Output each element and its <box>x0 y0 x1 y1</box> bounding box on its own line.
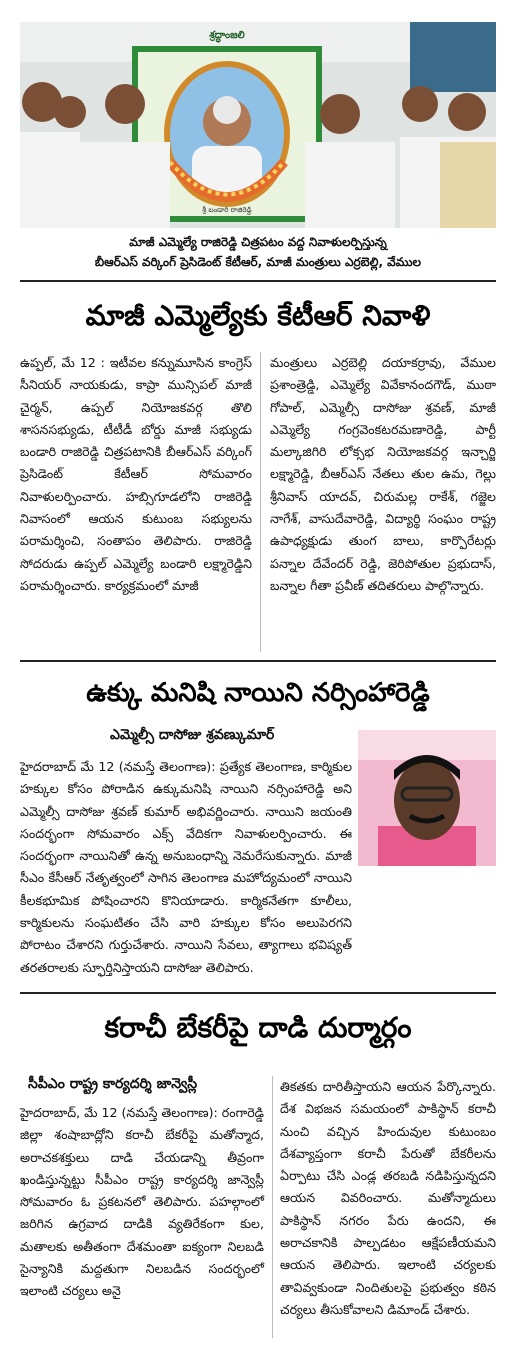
photo-caption-line-2: బీఆర్ఎస్ వర్కింగ్ ప్రెసిడెంట్ కేటీఆర్, మాజీ మంత్రులు ఎర్రబెల్లి, వేముల <box>94 255 422 269</box>
story2-body-top <box>20 756 352 975</box>
story1-headline: మాజీ ఎమ్మెల్యేకు కేటీఆర్ నివాళి <box>85 299 431 332</box>
story1-left-column <box>20 352 252 652</box>
column-divider <box>260 352 261 652</box>
story2-byline: ఎమ్మెల్సీ దాసోజు శ్రవణ్కుమార్ <box>110 727 275 743</box>
portrait-caption: శ్రీ బండారి రాజిరెడ్డి <box>202 206 252 214</box>
divider <box>20 660 496 662</box>
story1-left-text: ఉప్పల్, మే 12 : ఇటీవల కన్నుమూసిన కాంగ్రెస్ సీనియర్ నాయకుడు, కాప్రా మున్సిపల్ మాజీ చైర్మన్, ఉప్పల్ నియోజకవర్గ తొలి శాసనసభ్యుడు, టీటీడీ బోర్డు మాజీ సభ్యుడు బండారి రాజిరెడ్డి చిత్రపటానికి బీఆర్ఎస్ వర్కింగ్ ప్రెసిడెంట్ కేటీఆర్ సోమవారం నివాళులర్పించారు. హబ్సిగూడలోని రాజిరెడ్డి నివాసంలో ఆయన కుటుంబ సభ్యులను పరామర్శించి, సంతాపం తెలిపారు. రాజిరెడ్డి సోదరుడు ఉప్పల్ ఎమ్మెల్యే బండారి లక్ష్మారెడ్డిని పరామర్శించారు. కార్యక్రమంలో మాజీ <box>20 355 252 593</box>
speaker-photo <box>358 730 496 866</box>
story1-right-column <box>270 352 496 652</box>
story1-right-text: మంత్రులు ఎర్రబెల్లి దయాకర్రావు, వేముల ప్రశాంత్రెడ్డి, ఎమ్మెల్యే వివేకానందగౌడ్, ముఠా గోపాల్, ఎమ్మెల్సీ దాసోజు శ్రవణ్, మాజీ ఎమ్మెల్యే గంగ్రవెంకటరమణారెడ్డి, పార్టీ మల్కాజిగిరి లోక్సభ నియోజకవర్గ ఇన్చార్జి లక్ష్మారెడ్డి, బీఆర్ఎస్ నేతలు తుల ఉమ, గెల్లు శ్రీనివాస్ యాదవ్, చిరుమల్ల రాకేశ్, గజ్జెల నాగేశ్, వాసుదేవారెడ్డి, విద్యార్థి సంఘం రాష్ట్ర ఉపాధ్యక్షుడు తుంగ బాలు, కార్పొరేటర్లు పన్నాల దేవేందర్ రెడ్డి, జెరిపోతుల ప్రభుదాస్, బన్నాల గీతా ప్రవీణ్ తదితరులు పాల్గొన్నారు. <box>270 355 496 593</box>
story2-body-bottom <box>20 866 496 978</box>
story2-body-text: హైదరాబాద్ మే 12 (నమస్తే తెలంగాణ): ప్రత్యేక తెలంగాణ, కార్మికుల హక్కుల కోసం పోరాడిన ఉక్కుమనిషి నాయిని నర్సింహారెడ్డి అని ఎమ్మెల్సీ దాసోజు శ్రవణ్ కుమార్ అభివర్ణించారు. నాయిని జయంతి సందర్భంగా సోమవారం ఎక్స్ వేదికగా నివాళులర్పించారు. ఈ సందర్భంగా నాయినితో ఉన్న అనుబంధాన్ని నెమరేసుకున్నారు. మాజీ సీఎం కేసీఆర్ నేతృత్వంలో సాగిన తెలంగాణ మహోద్యమంలో నాయిని కీలకభూమిక పోషించారని కొనియాడారు. కార్మికనేతగా కూలీలు, కార్మికులను సంఘటితం చేసి వారి హక్కుల కోసం అలుపెరగని పోరాటం చేశారని గుర్తుచేశారు. నాయిని సేవలు, త్యాగాలు భవిష్యత్ తరతరాలకు స్ఫూర్తినిస్తాయని దాసోజు తెలిపారు. <box>20 759 352 975</box>
story3-left-column <box>20 1102 264 1338</box>
story3-byline: సీపీఎం రాష్ట్ర కార్యదర్శి జాన్వెస్లీ <box>28 1076 198 1092</box>
story2-headline: ఉక్కు మనిషి నాయిని నర్సింహారెడ్డి <box>86 678 430 708</box>
tribute-banner-text: శ్రద్ధాంజలి <box>209 30 245 41</box>
tribute-photo-illustration <box>20 22 496 228</box>
photo-caption-line-1: మాజీ ఎమ్మెల్యే రాజిరెడ్డి చిత్రపటం వద్ద నివాళులర్పిస్తున్న <box>129 235 387 249</box>
column-divider <box>272 1076 273 1338</box>
story3-right-text: తికతకు దారితీస్తాయని ఆయన పేర్కొన్నారు. దేశ విభజన సమయంలో పాకిస్థాన్ కరాచీ నుంచి వచ్చిన హిందువుల కుటుంబం దేశవ్యాప్తంగా కరాచీ పేరుతో బేకరీలను ఏర్పాటు చేసి ఎండ్ల తరబడి నడిపిస్తున్నదని ఆయన వివరించారు. మతోన్మాదులు పాకిస్థాన్ నగరం పేరు ఉందని, ఈ అరాచకానికి పాల్పడటం ఆక్షేపణీయమని ఆయన తెలిపారు. ఇలాంటి చర్యలకు తావివ్వకుండా నిందితులపై ప్రభుత్వం కఠిన చర్యలు తీసుకోవాలని డిమాండ్ చేశారు. <box>280 1079 496 1317</box>
tribute-photo <box>20 22 496 228</box>
speaker-photo-illustration <box>358 730 496 866</box>
divider <box>20 992 496 994</box>
story3-headline: కరాచీ బేకరీపై దాడి దుర్మార్గం <box>104 1011 412 1044</box>
photo-caption <box>20 232 496 272</box>
divider <box>20 280 496 282</box>
story3-left-text: హైదరాబాద్, మే 12 (నమస్తే తెలంగాణ): రంగారెడ్డి జిల్లా శంషాబాద్లోని కరాచీ బేకరీపై మతోన్మాద, అరాచకశక్తులు దాడి చేయడాన్ని తీవ్రంగా ఖండిస్తున్నట్టు సీపీఎం రాష్ట్ర కార్యదర్శి జాన్వెస్లీ సోమవారం ఓ ప్రకటనలో తెలిపారు. పహల్గాంలో జరిగిన ఉగ్రవాద దాడికి వ్యతిరేకంగా కుల, మతాలకు అతీతంగా దేశమంతా ఐక్యంగా నిలబడి సైన్యానికి మద్దతుగా నిలబడిన సందర్భంలో ఇలాంటి చర్యలు అనై <box>20 1105 264 1299</box>
story3-right-column <box>280 1076 496 1338</box>
